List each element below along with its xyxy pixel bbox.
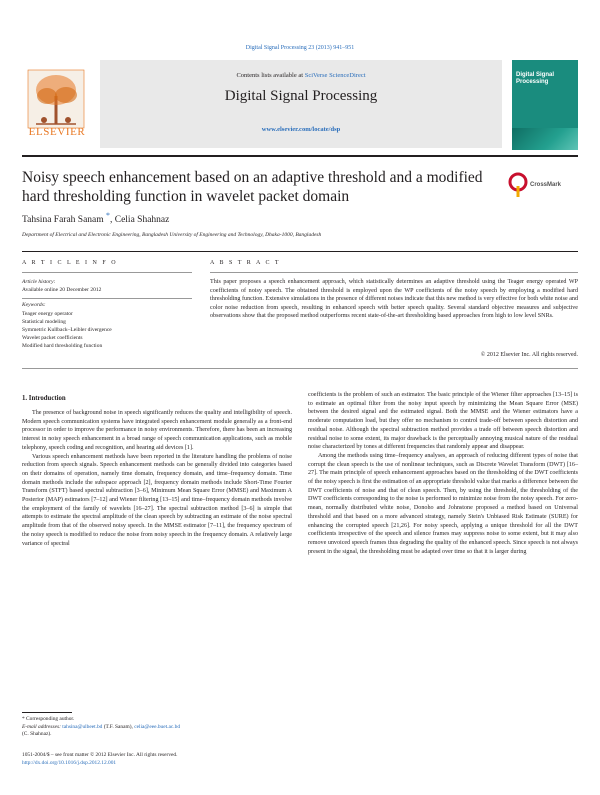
crossmark-label: CrossMark	[530, 182, 562, 188]
footnotes	[22, 716, 292, 739]
divider	[22, 272, 192, 273]
body-paragraph: The presence of background noise in speech significantly reduces the quality and intelligibility of speech. Modern speech communication systems have integrated speech enhancement module generally as a front-end processor in order to improve the performance in noisy environments. Therefore, there has been an increasing interest in noisy speech enhancement in a broad range of speech communication applications, such as mobile telephony, speech coding and recognition, and hearing aid devices [1].	[22, 410, 292, 451]
journal-url-link[interactable]: www.elsevier.com/locate/dsp	[261, 126, 341, 133]
journal-name: Digital Signal Processing	[224, 88, 378, 104]
author-name[interactable]: Celia Shahnaz	[114, 215, 170, 226]
cover-title: Digital Signal Processing	[516, 72, 555, 85]
corresponding-author-note: * Corresponding author.	[22, 716, 75, 722]
email-label: E-mail addresses:	[22, 723, 63, 730]
email-link[interactable]: celia@eee.buet.ac.bd	[134, 723, 181, 730]
history-value: Available online 20 December 2012	[22, 287, 102, 293]
doi-link[interactable]: http://dx.doi.org/10.1016/j.dsp.2012.12.001	[22, 759, 117, 766]
body-paragraph: Among the methods using time–frequency analyses, an approach of reducing different types of noise that corrupt the clean speech is the use of nonlinear techniques, such as Discrete Wavelet Transform (DWT) [16–27]. The main principle of speech enhancement approaches based on the thresholding of the DWT coefficients of the noisy speech is first the estimation of an appropriate threshold value that marks a difference between the DWT coefficients of noise and that of clean speech. Then, by using the threshold, the thresholding of the DWT coefficients corresponding to the noise is performed to minimize noise from the noisy speech. For zero-mean, normally distributed white noise, Donoho and Johnstone proposed a method based on Universal threshold and that based on a more advanced strategy, namely Stein's Unbiased Risk Estimate (SURE) for enhancing the corrupted speech [21,26]. For noisy speech, applying a unique threshold for all the DWT coefficients irrespective of the speech and silence frames may suppress noise to some extent, but it may also remove unvoiced speech frames thus degrading the quality of the enhanced speech. Since speech is not always present in the signal, the thresholding must be adapted over time so that it is larger during	[308, 452, 578, 555]
divider	[22, 298, 192, 299]
banner-divider	[22, 155, 578, 157]
corresponding-author-mark[interactable]: *	[106, 211, 110, 220]
publisher-name: ELSEVIER	[28, 126, 86, 138]
history-label: Article history:	[22, 279, 56, 285]
crossmark-icon	[508, 172, 528, 198]
divider	[210, 272, 578, 273]
email-line	[22, 724, 292, 732]
issn-line: 1051-2004/$ – see front matter © 2012 Elsevier Inc. All rights reserved.	[22, 752, 178, 758]
page-footer	[22, 752, 292, 767]
keyword: Symmetric Kullback–Leibler divergence	[22, 327, 112, 333]
body-paragraph: coefficients is the problem of such an estimator. The basic principle of the Wiener filter approaches [13–15] is to estimate an optimal filter from the noisy input speech by minimizing the Mean Square Error (MSE) between the desired signal and the estimated signal. Both the MMSE and the Wiener estimators have a moderate computation load, but they offer no mechanism to control trade-off between speech distortion and residual noise. Although the spectral subtraction method provides a trade off between speech distortion and residual noise to some extent, its major drawback is the perceptually annoying musical nature of the residual noise characterized by tones at different frequencies that randomly appear and disappear.	[308, 392, 578, 451]
journal-reference[interactable]: Digital Signal Processing 23 (2013) 941–951	[245, 45, 355, 51]
keywords-label: Keywords:	[22, 302, 46, 308]
contents-line	[100, 72, 502, 79]
body-paragraph: Various speech enhancement methods have been reported in the literature handling the problems of noise reduction from speech signals. Speech enhancement methods can be generally divided into categories based on their domains of operation, namely time domain, frequency domain, and time–frequency domain. Time domain methods include the subspace approach [2], frequency domain methods include Short-Time Fourier Transform (STFT) based spectral subtraction [3–6], Minimum Mean Square Error (MMSE) and Maximum A Posterior (MAP) estimators [7–12] and Wiener filtering [13–15] and time–frequency domain methods involve the employment of the family of wavelets [16–27]. The spectral subtraction method [3–6] is simple that attempts to estimate the spectral amplitude of the clean speech by subtracting an estimate of the noise spectral amplitude from that of the observed noisy speech. In the MMSE estimator [7–11], the frequency spectrum of the noisy speech is modified to reduce the noise from noisy speech in the frequency domain. A relatively large variance of spectral	[22, 453, 292, 547]
abstract-heading: A B S T R A C T	[210, 260, 281, 266]
article-info-heading: A R T I C L E I N F O	[22, 260, 118, 266]
divider	[22, 251, 578, 252]
abstract-text: This paper proposes a speech enhancement approach, which statistically determines an adaptive threshold using the Teager energy operated WP coefficients of noisy speech. The obtained threshold is employed upon the WP coefficients of the noisy speech by employing a modified hard thresholding function. Extensive simulations in the presence of different noises indicate that this new method is very effective for both white noise and color noise reduction from speech, resulting in enhanced speech with better speech quality. Several standard objective measures and subjective observations show that the proposed method outperforms recent state-of-the-art thresholding based approaches from high to low level SNRs.	[210, 279, 578, 320]
crossmark-badge[interactable]	[508, 172, 570, 202]
author-name[interactable]: Tahsina Farah Sanam	[22, 215, 104, 226]
keyword: Wavelet packet coefficients	[22, 335, 83, 341]
footnote-divider	[22, 712, 72, 713]
authors	[22, 211, 169, 225]
keyword: Teager energy operator	[22, 311, 73, 317]
email-link[interactable]: tahsina@ulbeet.bd	[62, 723, 103, 730]
divider	[22, 368, 578, 369]
email-owner: (T.F. Sanam),	[102, 723, 135, 730]
paper-title: Noisy speech enhancement based on an adaptive threshold and a modified hard thresholding function in wavelet packet domain	[22, 169, 483, 205]
affiliation: Department of Electrical and Electronic Engineering, Bangladesh University of Engineering and Technology, Dhaka-1000, Bangladesh	[22, 232, 322, 238]
body-column-left	[22, 409, 292, 548]
sciencedirect-link[interactable]: SciVerse ScienceDirect	[304, 72, 366, 79]
email-owner: (C. Shahnaz).	[22, 731, 52, 737]
body-column-right	[308, 391, 578, 556]
section-heading: 1. Introduction	[22, 395, 66, 402]
copyright: © 2012 Elsevier Inc. All rights reserved.	[480, 352, 578, 358]
contents-prefix: Contents lists available at	[236, 72, 305, 79]
keyword: Statistical modeling	[22, 319, 66, 325]
keyword: Modified hard thresholding function	[22, 343, 103, 349]
journal-banner	[22, 60, 578, 151]
keywords-list	[22, 310, 112, 350]
cover-stripe	[512, 128, 578, 150]
author-separator: ,	[109, 215, 115, 226]
journal-cover-image	[512, 60, 578, 150]
